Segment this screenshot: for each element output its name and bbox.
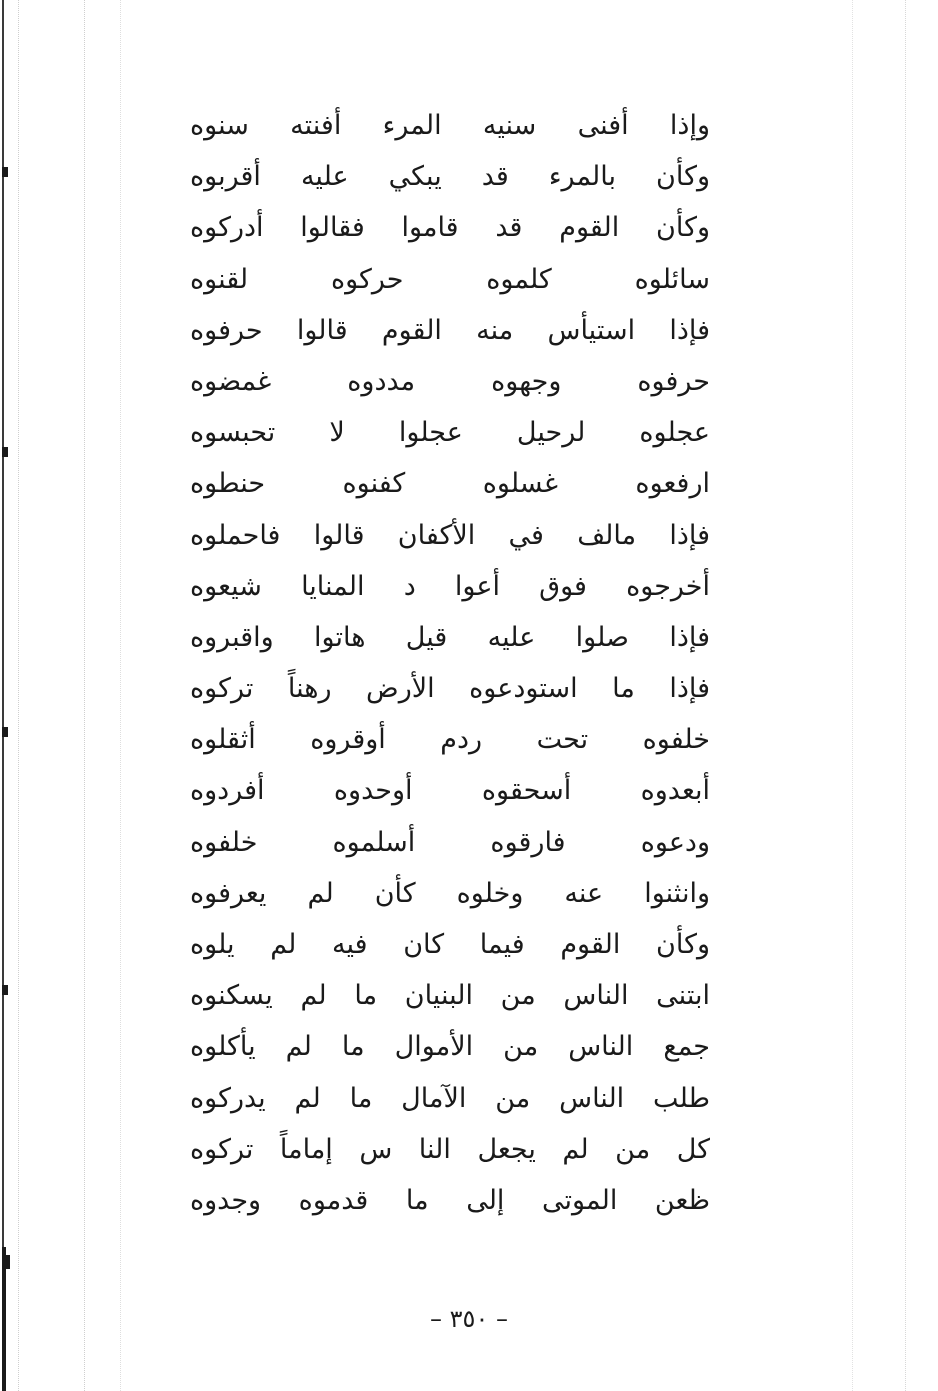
verse-line: ابتنى الناس من البنيان ما لم يسكنوه xyxy=(190,980,710,1012)
scan-guide-line xyxy=(84,0,85,1391)
binding-mark xyxy=(2,447,8,457)
verse-line: وانثنوا عنه وخلوه كأن لم يعرفوه xyxy=(190,877,710,909)
scan-guide-line xyxy=(852,0,853,1391)
verse-line: جمع الناس من الأموال ما لم يأكلوه xyxy=(190,1031,710,1063)
verse-line: فإذا صلوا عليه قيل هاتوا واقبروه xyxy=(190,621,710,653)
verse-line: حرفوه وجهوه مددوه غمضوه xyxy=(190,365,710,397)
binding-mark xyxy=(2,985,8,995)
verse-line: فإذا استيأس منه القوم قالوا حرفوه xyxy=(190,314,710,346)
verse-line: وكأن القوم قد قاموا فقالوا أدركوه xyxy=(190,212,710,244)
verse-line: وإذا أفنى سنيه المرء أفنته سنوه xyxy=(190,110,710,141)
verse-line: ودعوه فارقوه أسلموه خلفوه xyxy=(190,826,710,858)
verse-line: فإذا ما استودعوه الأرض رهناً تركوه xyxy=(190,673,710,705)
verse-line: أخرجوه فوق أعوا د المنايا شيعوه xyxy=(190,570,710,602)
verse-line: فإذا مالف في الأكفان قالوا فاحملوه xyxy=(190,519,710,551)
page-number: – ٣٥٠ – xyxy=(430,1305,508,1333)
verse-line: خلفوه تحت ردم أوقروه أثقلوه xyxy=(190,724,710,756)
page-binding-edge xyxy=(2,0,4,1391)
binding-mark xyxy=(2,167,8,177)
scan-guide-line xyxy=(18,0,19,1391)
scan-guide-line xyxy=(120,0,121,1391)
verse-line: وكأن القوم فيما كان فيه لم يلوه xyxy=(190,929,710,960)
verse-line: وكأن بالمرء قد يبكي عليه أقربوه xyxy=(190,161,710,193)
binding-mark xyxy=(2,727,8,737)
verse-line: سائلوه كلموه حركوه لقنوه xyxy=(190,263,710,295)
verse-line: ارفعوه غسلوه كفنوه حنطوه xyxy=(190,468,710,500)
scan-guide-line xyxy=(905,0,906,1391)
verse-line: كل من لم يجعل النا س إماماً تركوه xyxy=(190,1133,710,1165)
verse-line: طلب الناس من الآمال ما لم يدركوه xyxy=(190,1082,710,1114)
poem-verses xyxy=(190,100,710,1226)
verse-line: ظعن الموتى إلى ما قدموه وجدوه xyxy=(190,1184,710,1216)
verse-line: أبعدوه أسحقوه أوحدوه أفردوه xyxy=(190,775,710,807)
verse-line: عجلوه لرحيل عجلوا لا تحبسوه xyxy=(190,417,710,449)
